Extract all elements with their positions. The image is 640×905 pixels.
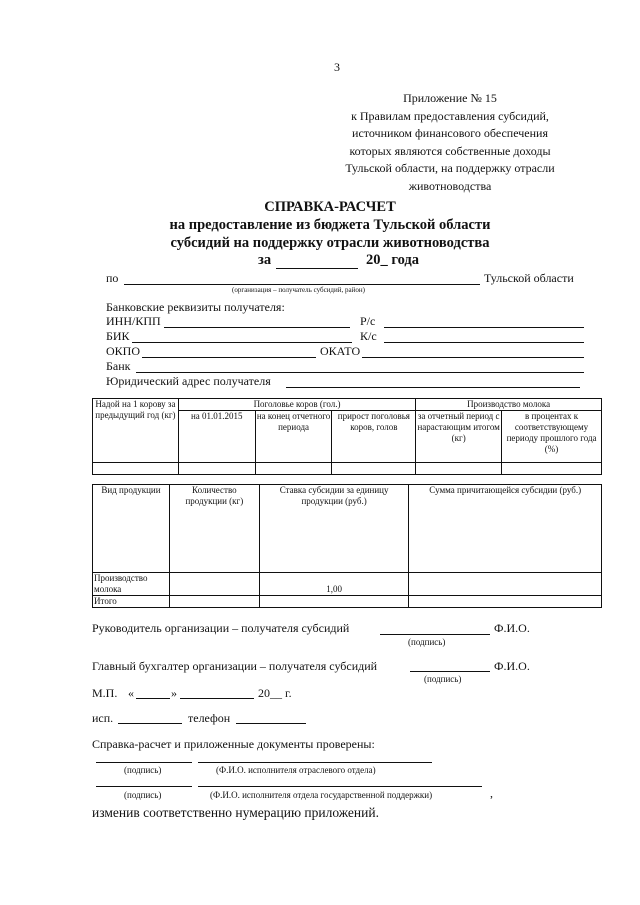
header-milk: Производство молока: [416, 399, 602, 411]
phone-label: телефон: [188, 711, 231, 725]
bank-field-line: [136, 372, 584, 373]
sector-fio-line[interactable]: [198, 762, 432, 763]
director-label: Руководитель организации – получателя субсидий: [92, 621, 350, 635]
state-signature-line[interactable]: [96, 786, 192, 787]
organization-hint: (организация – получатель субсидий, район): [232, 286, 365, 294]
appendix-line: источником финансового обеспечения: [352, 126, 548, 140]
state-fio-hint: (Ф.И.О. исполнителя отдела государственной поддержки): [210, 790, 433, 800]
director-signature-line[interactable]: [380, 634, 490, 635]
header-on-date: на 01.01.2015: [178, 411, 255, 463]
table-cell[interactable]: [178, 463, 255, 475]
state-fio-line[interactable]: [198, 786, 482, 787]
appendix-line: Тульской области, на поддержку отрасли: [345, 161, 555, 175]
title-period-line: [276, 268, 358, 269]
accountant-fio: Ф.И.О.: [494, 659, 530, 673]
table-cell[interactable]: [332, 463, 416, 475]
ks-label: К/с: [360, 329, 377, 343]
okpo-field-line: [142, 357, 316, 358]
appendix-block: [330, 90, 570, 195]
accountant-signature-line[interactable]: [410, 671, 490, 672]
document-title: [120, 198, 540, 252]
row-milk-label: Производство молока: [93, 573, 170, 596]
title-main: СПРАВКА-РАСЧЕТ: [264, 199, 396, 215]
bank-label: Банк: [106, 359, 131, 373]
inn-label: ИНН/КПП: [106, 314, 161, 328]
comma: ,: [490, 786, 493, 800]
quote-close: »: [171, 686, 177, 700]
mp-label: М.П.: [92, 686, 118, 700]
requisites-header: Банковские реквизиты получателя:: [106, 300, 285, 314]
appendix-line: которых являются собственные доходы: [349, 143, 551, 158]
title-za: за: [258, 252, 272, 268]
table-cell[interactable]: [502, 463, 602, 475]
header-percent: в процентах к соответствующему периоду прошлого года (%): [502, 411, 602, 463]
livestock-table: [92, 398, 602, 475]
bik-label: БИК: [106, 329, 130, 343]
header-end-period: на конец отчетного периода: [255, 411, 332, 463]
table-cell[interactable]: [409, 573, 602, 596]
phone-line[interactable]: [236, 723, 306, 724]
header-product-type: Вид продукции: [93, 485, 170, 573]
table-cell[interactable]: [169, 596, 259, 608]
header-rate: Ставка субсидии за единицу продукции (руб.): [259, 485, 409, 573]
sector-signature-line[interactable]: [96, 762, 192, 763]
page-number: 3: [334, 60, 340, 74]
subsidy-table: [92, 484, 602, 608]
accountant-label: Главный бухгалтер организации – получателя субсидий: [92, 659, 378, 673]
table-header-row: [93, 485, 602, 573]
header-quantity: Количество продукции (кг): [169, 485, 259, 573]
appendix-line: животноводства: [408, 178, 492, 193]
table-cell[interactable]: [93, 463, 179, 475]
okato-field-line: [362, 357, 584, 358]
director-fio: Ф.И.О.: [494, 621, 530, 635]
ks-field-line: [384, 342, 584, 343]
sector-fio-hint: (Ф.И.О. исполнителя отраслевого отдела): [216, 765, 376, 775]
table-row: [93, 463, 602, 475]
header-period-total: за отчетный период с нарастающим итогом (кг): [416, 411, 502, 463]
header-livestock: Поголовье коров (гол.): [178, 399, 415, 411]
checked-label: Справка-расчет и приложенные документы проверены:: [92, 737, 375, 751]
day-line[interactable]: [136, 698, 170, 699]
table-row: [93, 596, 602, 608]
accountant-signature-hint: (подпись): [424, 674, 462, 684]
rs-label: Р/с: [360, 314, 376, 328]
header-yield: Надой на 1 корову за предыдущий год (кг): [93, 399, 179, 463]
table-cell[interactable]: [416, 463, 502, 475]
year-label: 20__ г.: [258, 686, 292, 700]
state-signature-hint: (подпись): [124, 790, 162, 800]
table-cell[interactable]: [409, 596, 602, 608]
table-header-row: [93, 399, 602, 411]
region-label: Тульской области: [484, 271, 574, 285]
header-growth: прирост поголовья коров, голов: [332, 411, 416, 463]
executor-label: исп.: [92, 711, 114, 725]
header-sum: Сумма причитающейся субсидии (руб.): [409, 485, 602, 573]
footer-note: изменив соответственно нумерацию приложений.: [92, 805, 379, 820]
rate-value: 1,00: [259, 573, 409, 596]
address-field-line: [286, 387, 580, 388]
appendix-line: к Правилам предоставления субсидий,: [351, 108, 549, 123]
po-label: по: [106, 271, 119, 285]
bik-field-line: [132, 342, 352, 343]
okpo-label: ОКПО: [106, 344, 141, 358]
quote-open: «: [128, 686, 134, 700]
rs-field-line: [384, 327, 584, 328]
table-row: [93, 573, 602, 596]
organization-line: [124, 284, 480, 285]
appendix-line: Приложение № 15: [403, 91, 497, 105]
row-total-label: Итого: [93, 596, 170, 608]
executor-line[interactable]: [118, 723, 182, 724]
sector-signature-hint: (подпись): [124, 765, 162, 775]
table-cell[interactable]: [255, 463, 332, 475]
month-line[interactable]: [180, 698, 254, 699]
table-cell[interactable]: [169, 573, 259, 596]
title-line2: субсидий на поддержку отрасли животноводства: [170, 235, 490, 251]
title-line1: на предоставление из бюджета Тульской области: [169, 217, 491, 233]
table-cell[interactable]: [259, 596, 409, 608]
address-label: Юридический адрес получателя: [106, 374, 271, 388]
director-signature-hint: (подпись): [408, 637, 446, 647]
inn-field-line: [164, 327, 350, 328]
okato-label: ОКАТО: [320, 344, 361, 358]
title-year: 20_ года: [366, 252, 420, 268]
